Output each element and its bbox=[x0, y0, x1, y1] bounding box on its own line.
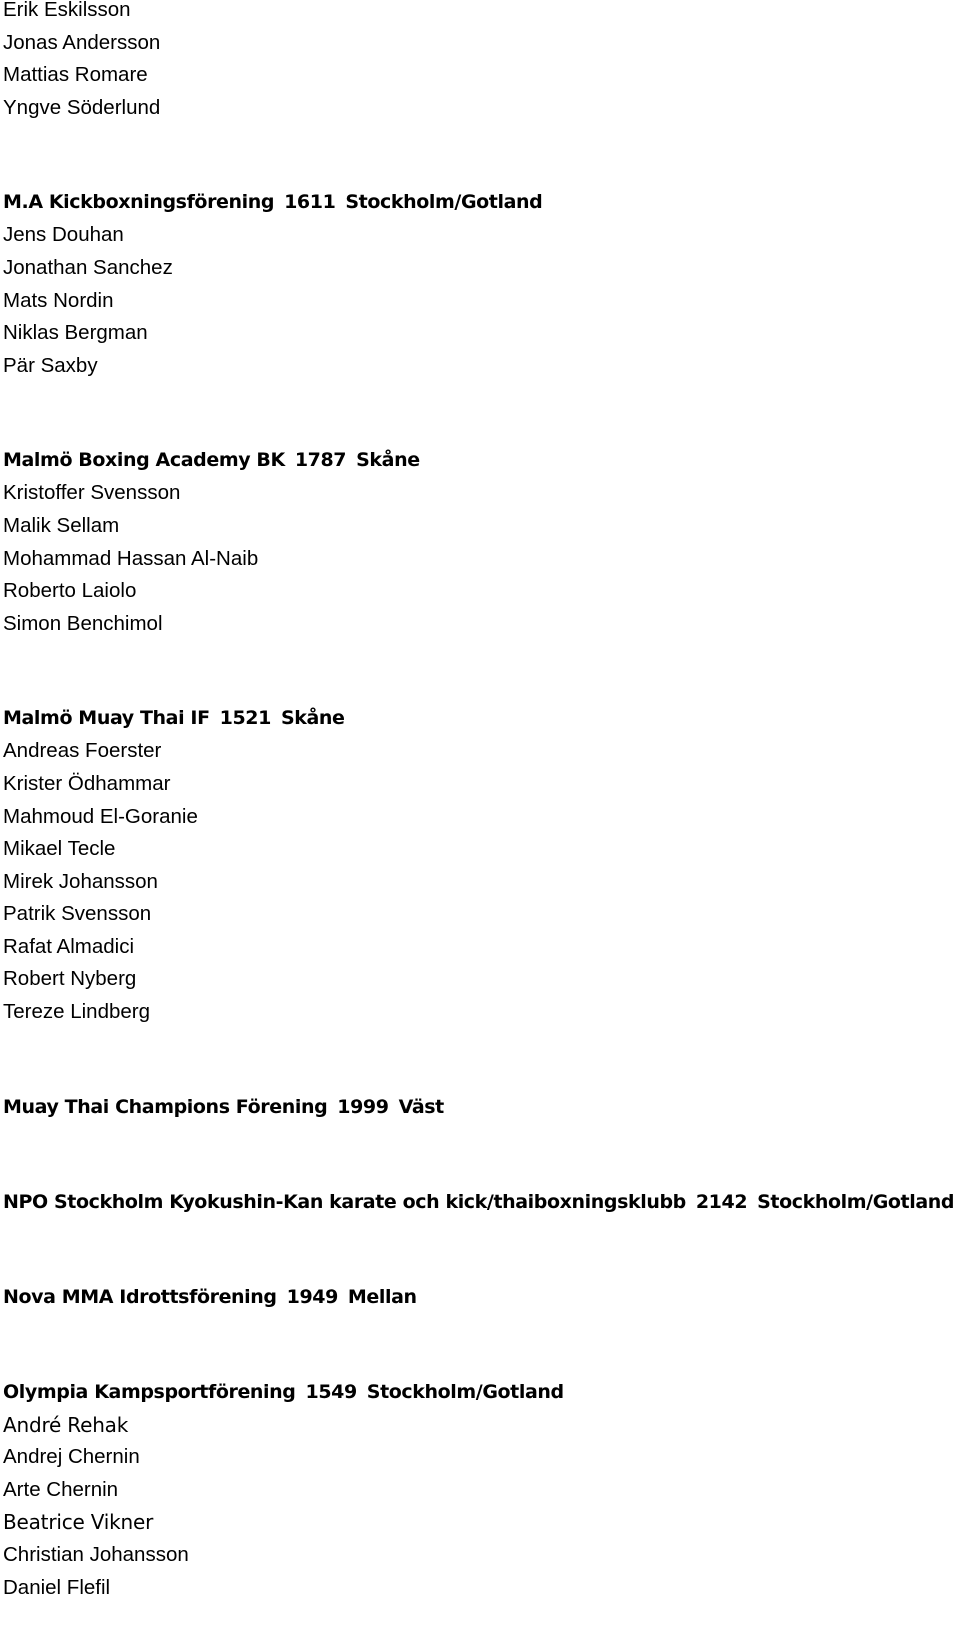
member-name: Niklas Bergman bbox=[3, 321, 148, 345]
member-name: Tereze Lindberg bbox=[3, 1000, 151, 1024]
club-region: Skåne bbox=[280, 707, 345, 730]
club-header bbox=[3, 1375, 953, 1409]
club-header bbox=[3, 443, 953, 477]
club-header bbox=[3, 1090, 953, 1124]
member-name: Mahmoud El-Goranie bbox=[3, 804, 198, 828]
club-region: Mellan bbox=[347, 1285, 417, 1308]
club-region: Stockholm/Gotland bbox=[345, 191, 543, 214]
club-name: Olympia Kampsportförening bbox=[3, 1380, 296, 1403]
club-id: 1787 bbox=[294, 449, 347, 472]
club-region: Väst bbox=[398, 1095, 444, 1118]
member-name: Andrej Chernin bbox=[3, 1445, 140, 1469]
club-name: Malmö Boxing Academy BK bbox=[3, 449, 285, 472]
member-name: Jonathan Sanchez bbox=[3, 255, 173, 279]
club-name: Malmö Muay Thai IF bbox=[3, 707, 210, 730]
member-name: André Rehak bbox=[3, 1412, 129, 1437]
club-header bbox=[3, 701, 953, 735]
member-name: Erik Eskilsson bbox=[3, 0, 131, 21]
member-name: Jonas Andersson bbox=[3, 30, 161, 54]
member-name: Robert Nyberg bbox=[3, 967, 137, 991]
club-section bbox=[3, 1090, 953, 1124]
member-name: Roberto Laiolo bbox=[3, 579, 137, 603]
member-name: Malik Sellam bbox=[3, 513, 120, 537]
document-body bbox=[3, 0, 953, 1604]
club-name: M.A Kickboxningsförening bbox=[3, 191, 275, 214]
club-header bbox=[3, 1185, 953, 1219]
member-name: Krister Ödhammar bbox=[3, 771, 171, 795]
member-name: Arte Chernin bbox=[3, 1477, 119, 1501]
member-name: Mats Nordin bbox=[3, 288, 114, 312]
club-region: Skåne bbox=[356, 449, 420, 472]
club-region: Stockholm/Gotland bbox=[366, 1380, 564, 1403]
member-name: Mattias Romare bbox=[3, 63, 148, 87]
member-name: Mohammad Hassan Al-Naib bbox=[3, 546, 259, 570]
member-name: Pär Saxby bbox=[3, 353, 98, 377]
club-id: 2142 bbox=[695, 1190, 748, 1213]
club-section bbox=[3, 1375, 953, 1605]
club-name: Muay Thai Champions Förening bbox=[3, 1095, 328, 1118]
club-section bbox=[3, 1185, 953, 1219]
member-name: Yngve Söderlund bbox=[3, 95, 161, 119]
club-id: 1949 bbox=[286, 1285, 338, 1308]
club-section bbox=[3, 701, 953, 1028]
member-name: Kristoffer Svensson bbox=[3, 481, 181, 505]
club-id: 1549 bbox=[305, 1380, 357, 1403]
member-name: Mikael Tecle bbox=[3, 837, 116, 861]
club-header bbox=[3, 185, 953, 219]
club-id: 1611 bbox=[284, 191, 336, 214]
club-section bbox=[3, 185, 953, 382]
member-name: Rafat Almadici bbox=[3, 934, 135, 958]
club-section bbox=[3, 443, 953, 640]
club-id: 1999 bbox=[337, 1095, 389, 1118]
member-name: Mirek Johansson bbox=[3, 869, 158, 893]
member-name: Jens Douhan bbox=[3, 223, 124, 247]
member-name: Andreas Foerster bbox=[3, 739, 162, 763]
member-name: Daniel Flefil bbox=[3, 1575, 111, 1599]
club-name: NPO Stockholm Kyokushin-Kan karate och kick/thaiboxningsklubb bbox=[3, 1190, 686, 1213]
member-name: Simon Benchimol bbox=[3, 611, 163, 635]
member-name: Patrik Svensson bbox=[3, 902, 152, 926]
club-id: 1521 bbox=[219, 707, 271, 730]
club-region: Stockholm/Gotland bbox=[757, 1190, 955, 1213]
club-section bbox=[3, 1280, 953, 1314]
club-name: Nova MMA Idrottsförening bbox=[3, 1285, 277, 1308]
member-name: Christian Johansson bbox=[3, 1543, 189, 1567]
club-header bbox=[3, 1280, 953, 1314]
member-name: Beatrice Vikner bbox=[3, 1510, 154, 1535]
club-section bbox=[3, 0, 953, 124]
